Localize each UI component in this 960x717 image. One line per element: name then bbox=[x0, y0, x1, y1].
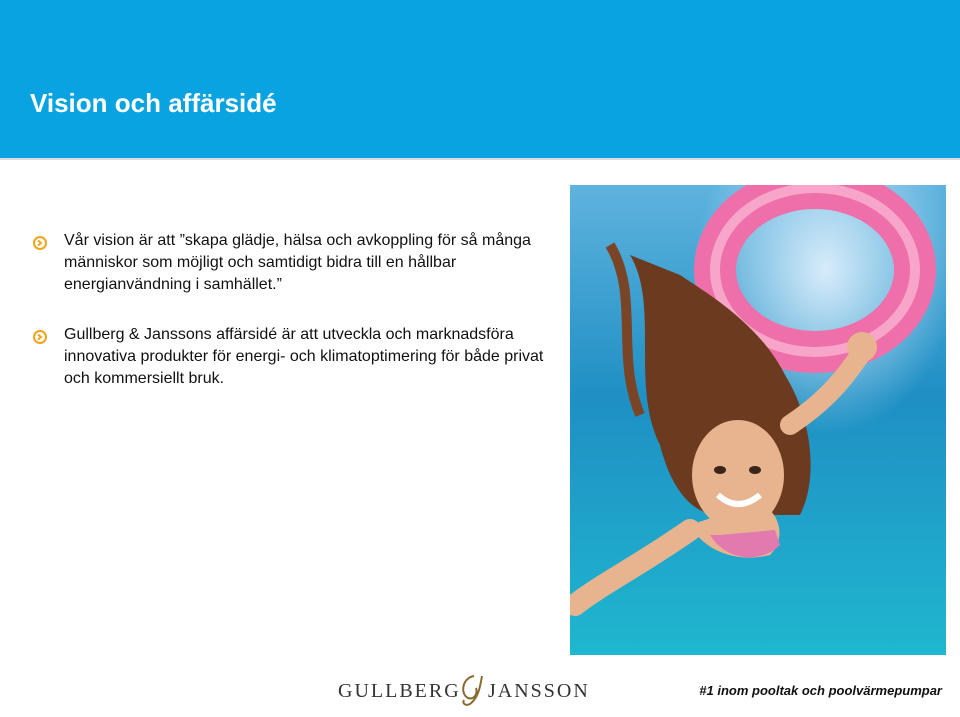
company-logo bbox=[338, 672, 588, 708]
logo-word-right: JANSSON bbox=[488, 680, 590, 702]
circle-arrow-icon bbox=[33, 236, 47, 250]
bullet-item bbox=[30, 324, 550, 390]
bullet-item bbox=[30, 230, 550, 296]
circle-arrow-icon bbox=[33, 330, 47, 344]
header-band bbox=[0, 0, 960, 160]
logo-word-left: GULLBERG bbox=[338, 680, 461, 702]
bullet-text: Vår vision är att ”skapa glädje, hälsa och avkoppling för så många människor som möjligt och samtidigt bidra till en hållbar energianvändning i samhället.” bbox=[64, 232, 531, 293]
slide-title: Vision och affärsidé bbox=[30, 88, 277, 118]
underwater-girl-photo bbox=[570, 185, 946, 655]
bullet-text: Gullberg & Janssons affärsidé är att utveckla och marknadsföra innovativa produkter för energi- och klimatoptimering för både privat och kommersiellt bruk. bbox=[64, 326, 544, 387]
footer-tagline: #1 inom pooltak och poolvärmepumpar bbox=[699, 683, 942, 698]
gj-monogram-icon bbox=[454, 672, 492, 708]
bullet-list bbox=[30, 230, 550, 418]
